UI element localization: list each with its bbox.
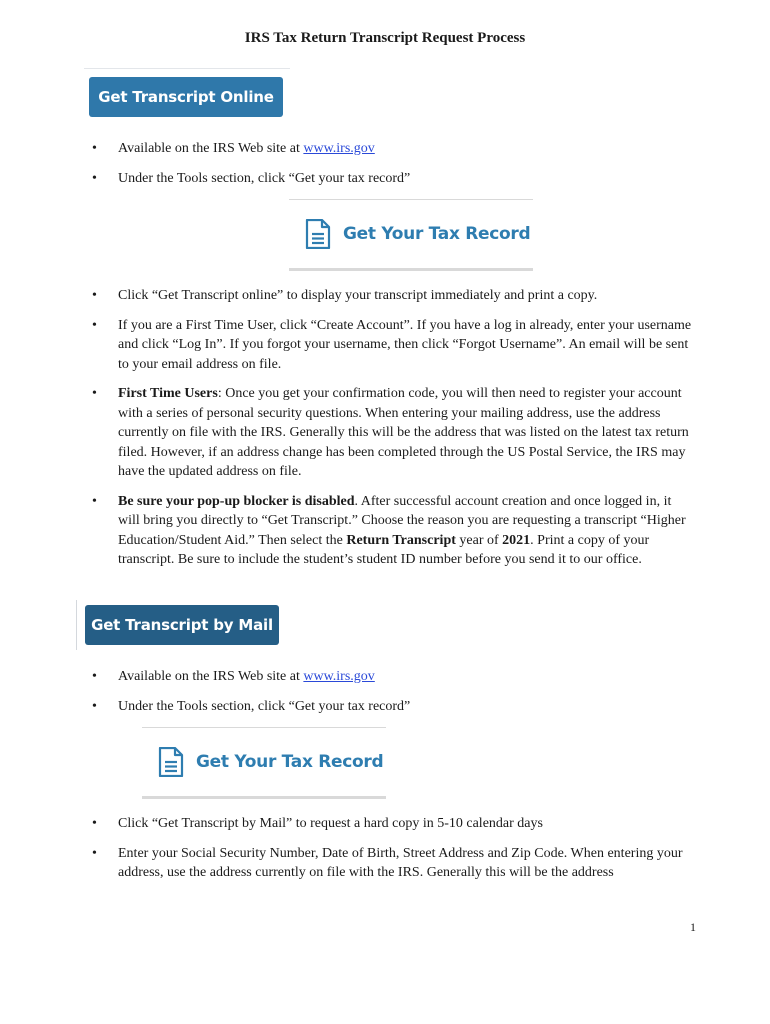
- tax-record-label: Get Your Tax Record: [343, 224, 531, 244]
- get-transcript-online-button[interactable]: Get Transcript Online: [89, 77, 283, 117]
- list-item-text: . After successful account creation and once logged in, it will bring you directly to “Get Transcript.” Choose the reason you are requesting a transcript “Higher Education/Student Aid.” Then select the: [118, 493, 686, 548]
- list-item: [92, 667, 692, 687]
- document-lines-icon: [305, 219, 331, 249]
- list-item: [92, 384, 692, 482]
- list-item-bold: Return Transcript: [346, 532, 456, 548]
- get-transcript-online-block: [84, 68, 290, 122]
- list-item-bold: 2021: [502, 532, 531, 548]
- list-item: • If you are a First Time User, click “Create Account”. If you have a log in already, enter your username and click “Log In”. If you forgot your username, then click “Forgot Username”. An email will be sent to your email address on file.: [92, 316, 692, 375]
- list-item-bold: First Time Users: [118, 386, 218, 401]
- online-bullets-main: [92, 286, 692, 570]
- get-transcript-mail-block: [76, 600, 286, 650]
- list-item-text: Available on the IRS Web site at: [118, 141, 304, 156]
- divider: [84, 68, 290, 69]
- divider: [142, 796, 386, 799]
- online-bullets-top: [92, 139, 692, 188]
- tax-record-label: Get Your Tax Record: [196, 752, 384, 772]
- list-item: • Under the Tools section, click “Get your tax record”: [92, 697, 692, 717]
- page-title: IRS Tax Return Transcript Request Process: [244, 30, 526, 46]
- get-your-tax-record-banner[interactable]: [289, 199, 533, 271]
- irs-link[interactable]: www.irs.gov: [303, 669, 375, 684]
- list-item-text: year of: [455, 532, 503, 548]
- irs-link[interactable]: www.irs.gov: [303, 141, 375, 156]
- list-item-text: . Print a copy of your transcript. Be sure to include the student’s student ID number before you send it to our office.: [118, 532, 650, 567]
- divider: [76, 600, 77, 650]
- list-item: • Click “Get Transcript online” to display your transcript immediately and print a copy.: [92, 286, 692, 306]
- list-item: • Click “Get Transcript by Mail” to request a hard copy in 5-10 calendar days: [92, 814, 692, 834]
- divider: [142, 727, 386, 728]
- divider: [289, 268, 533, 271]
- list-item-text: : Once you get your confirmation code, you will then need to register your account with a series of personal security questions. When entering your mailing address, use the address currently on file with the IRS. Generally this will be the address that was listed on the latest tax return filed. However, if an address change has been completed through the US Postal Service, the IRS may have the updated address on file.: [118, 386, 689, 479]
- list-item: • Under the Tools section, click “Get your tax record”: [92, 169, 692, 189]
- document-lines-icon: [158, 747, 184, 777]
- list-item-bold: Be sure your pop-up blocker is disabled: [118, 493, 355, 509]
- get-your-tax-record-banner[interactable]: [142, 727, 386, 799]
- list-item: • Enter your Social Security Number, Date of Birth, Street Address and Zip Code. When entering your address, use the address currently on file with the IRS. Generally this will be the address: [92, 844, 692, 883]
- list-item-text: Available on the IRS Web site at: [118, 669, 304, 684]
- list-item: [92, 492, 692, 570]
- divider: [289, 199, 533, 200]
- get-transcript-by-mail-button[interactable]: Get Transcript by Mail: [85, 605, 279, 645]
- mail-bullets-top: [92, 667, 692, 716]
- page-number: 1: [690, 920, 696, 934]
- mail-bullets-main: [92, 814, 692, 883]
- list-item: [92, 139, 692, 159]
